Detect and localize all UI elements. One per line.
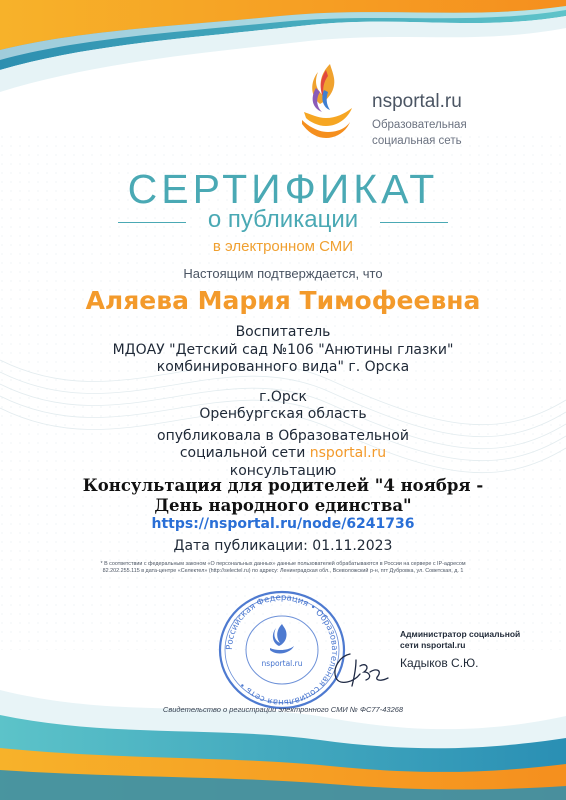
brand-tagline — [372, 118, 467, 149]
admin-title — [400, 629, 520, 651]
recipient-name: Аляева Мария Тимофеевна — [85, 286, 481, 315]
admin-title-line2: сети nsportal.ru — [400, 640, 466, 650]
publication-date: Дата публикации: 01.11.2023 — [173, 538, 393, 554]
nsportal-logo-icon — [296, 60, 360, 140]
certificate-title: СЕРТИФИКАТ — [127, 166, 439, 212]
admin-signature — [326, 646, 396, 690]
publication-url[interactable]: https://nsportal.ru/node/6241736 — [151, 516, 415, 532]
published-line2-prefix: социальной сети — [179, 445, 310, 461]
brand-site-name: nsportal.ru — [372, 91, 462, 112]
footnote — [0, 561, 566, 575]
work-title-line1: Консультация для родителей "4 ноября - — [82, 476, 484, 495]
organization-line1: МДОАУ "Детский сад №106 "Анютины глазки" — [112, 341, 454, 358]
certificate-subtitle: о публикации — [207, 206, 359, 233]
certificate-subtitle-media: в электронном СМИ — [212, 238, 354, 255]
stamp-flame-icon — [273, 624, 287, 646]
published-site: nsportal.ru — [309, 445, 387, 461]
published-line2 — [0, 445, 566, 463]
brand-tagline-line1: Образовательная — [372, 119, 467, 131]
material-type: консультацию — [229, 462, 337, 479]
organization-line2: комбинированного вида" г. Орска — [156, 359, 410, 375]
stamp-ring-text: Российская Федерация • Образовательная социальная сеть • — [224, 592, 340, 708]
city: г.Орск — [259, 388, 307, 405]
confirm-text: Настоящим подтверждается, что — [183, 266, 383, 281]
registration-number: Свидетельство о регистрации электронного СМИ № ФС77-43268 — [162, 705, 404, 714]
published-line1: опубликовала в Образовательной — [157, 427, 409, 444]
admin-title-line1: Администратор социальной — [400, 629, 521, 639]
stamp-center-label: nsportal.ru — [261, 659, 303, 668]
admin-name: Кадыков С.Ю. — [400, 656, 479, 670]
work-title-line2: День народного единства" — [154, 496, 412, 515]
footnote-line1: * В соответствии с федеральным законом «О персональных данных» данные пользователей обрабатываются в России на сервере с IP-адресом — [100, 561, 466, 567]
brand-tagline-line2: социальная сеть — [372, 134, 462, 147]
footnote-line2: 82.202.255.115 в дата-центре «Селектел» (http://selectel.ru) по адресу: Ленинградская обл., Всеволожский р-н, пгт Дубровка, ул. Советская, д. 1 — [102, 568, 464, 574]
region: Оренбургская область — [199, 406, 367, 422]
work-title — [0, 476, 566, 516]
recipient-details — [0, 324, 566, 480]
position: Воспитатель — [235, 324, 331, 340]
